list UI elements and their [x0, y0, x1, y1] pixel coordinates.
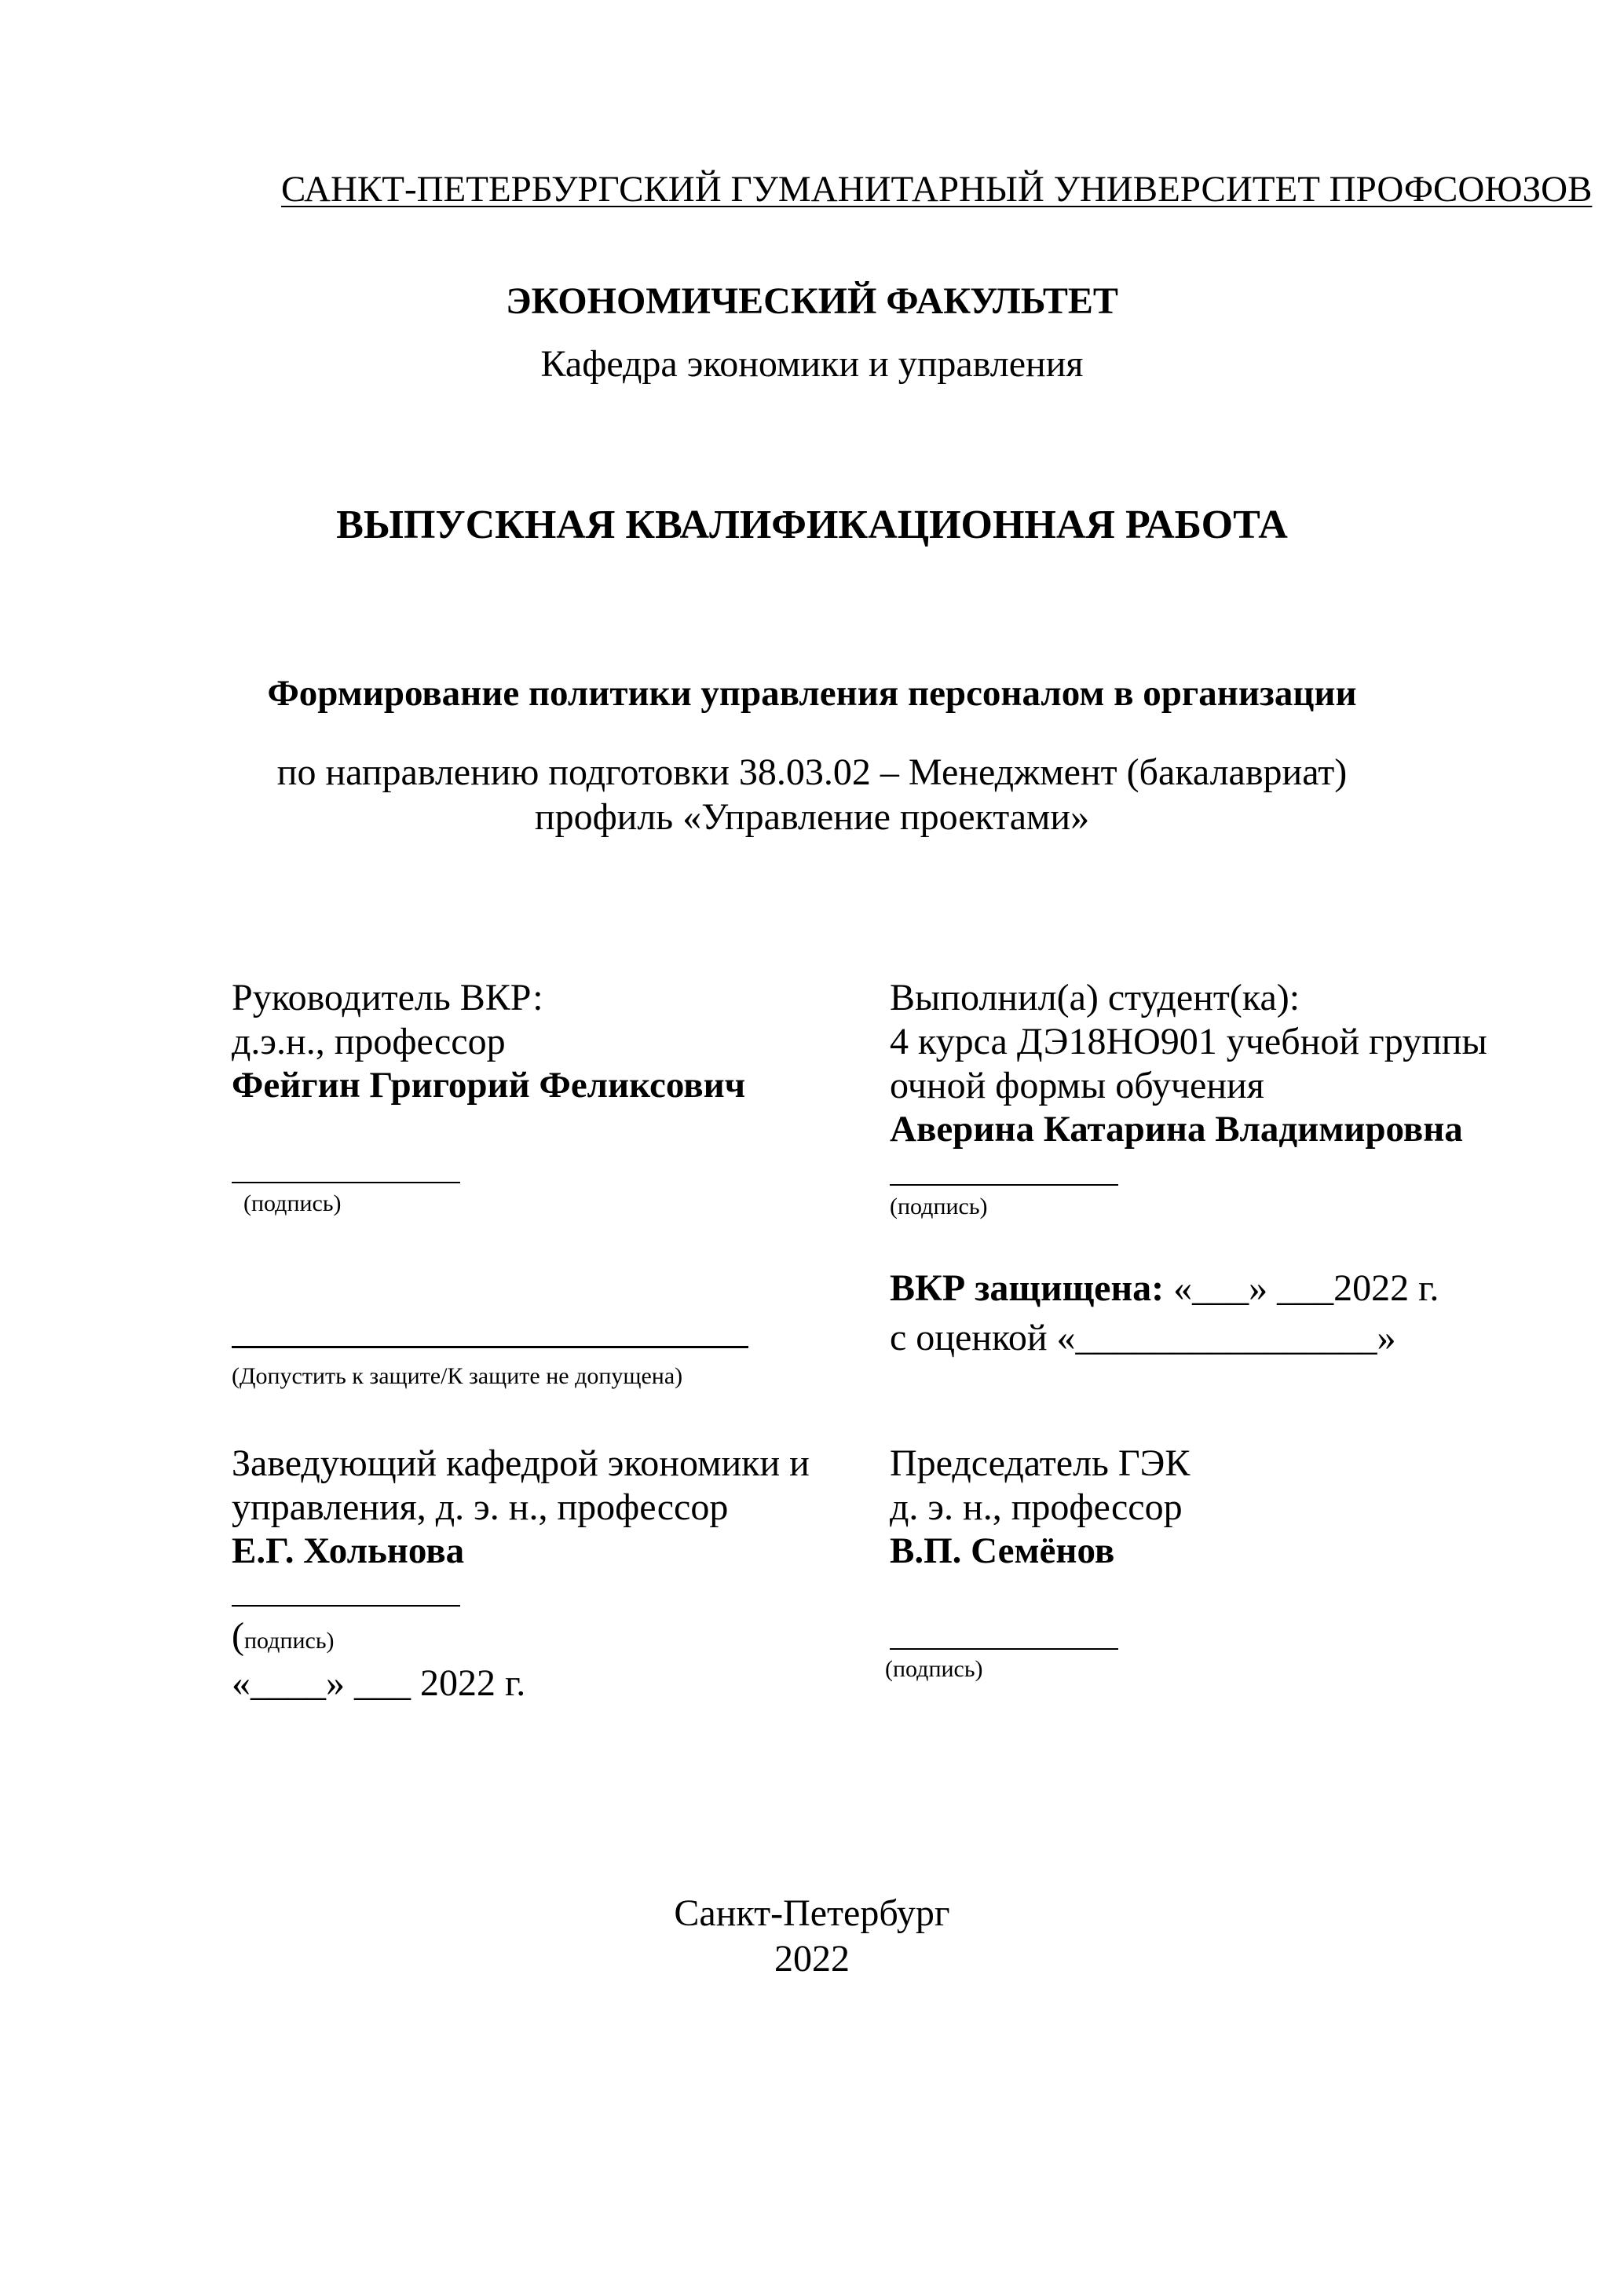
chairman-degree: д. э. н., профессор: [890, 1486, 1183, 1528]
head-signature-caption-text: подпись): [243, 1628, 335, 1654]
chairman-title: Председатель ГЭК: [890, 1442, 1191, 1484]
chairman-signature-caption: (подпись): [885, 1656, 983, 1682]
student-name: Аверина Катарина Владимировна: [890, 1109, 1463, 1150]
admission-decision-caption: (Допустить к защите/К защите не допущена): [232, 1363, 683, 1389]
supervisor-signature-line: [232, 1182, 460, 1183]
training-profile: профиль «Управление проектами»: [534, 796, 1090, 838]
head-signature-caption: [232, 1615, 335, 1657]
supervisor-name: Фейгин Григорий Феликсович: [232, 1065, 746, 1106]
student-label: Выполнил(а) студент(ка):: [890, 977, 1300, 1018]
department-name: Кафедра экономики и управления: [540, 343, 1084, 385]
student-signature-caption: (подпись): [890, 1194, 988, 1219]
head-title-line2: управления, д. э. н., профессор: [232, 1486, 729, 1528]
head-title-line1: Заведующий кафедрой экономики и: [232, 1442, 810, 1484]
university-name: САНКТ-ПЕТЕРБУРГСКИЙ ГУМАНИТАРНЫЙ УНИВЕРСИТЕТ ПРОФСОЮЗОВ: [281, 169, 1593, 210]
work-topic: Формирование политики управления персоналом в организации: [267, 673, 1357, 714]
head-date: «____» ___ 2022 г.: [232, 1662, 526, 1704]
chairman-name: В.П. Семёнов: [890, 1530, 1115, 1571]
supervisor-signature-caption: (подпись): [243, 1190, 342, 1216]
defense-date-line: [890, 1267, 1439, 1309]
chairman-signature-line: [890, 1648, 1118, 1650]
defense-label: ВКР защищена:: [890, 1267, 1165, 1309]
work-type-title: ВЫПУСКНАЯ КВАЛИФИКАЦИОННАЯ РАБОТА: [336, 503, 1288, 547]
defense-grade: с оценкой «________________»: [890, 1317, 1396, 1358]
footer-city: Санкт-Петербург: [674, 1892, 950, 1934]
student-study-form: очной формы обучения: [890, 1065, 1264, 1106]
student-course: 4 курса ДЭ18НО901 учебной группы: [890, 1021, 1487, 1062]
defense-date: «___» ___2022 г.: [1164, 1267, 1439, 1309]
supervisor-degree: д.э.н., профессор: [232, 1021, 506, 1062]
footer-year: 2022: [774, 1938, 850, 1980]
head-signature-line: [232, 1605, 460, 1607]
training-direction: по направлению подготовки 38.03.02 – Менеджмент (бакалавриат): [276, 751, 1348, 793]
head-name: Е.Г. Хольнова: [232, 1530, 465, 1571]
admission-decision-line: [232, 1346, 748, 1348]
supervisor-label: Руководитель ВКР:: [232, 977, 543, 1018]
head-signature-paren: (: [232, 1615, 244, 1657]
student-signature-line: [890, 1184, 1118, 1186]
faculty-title: ЭКОНОМИЧЕСКИЙ ФАКУЛЬТЕТ: [506, 280, 1118, 322]
